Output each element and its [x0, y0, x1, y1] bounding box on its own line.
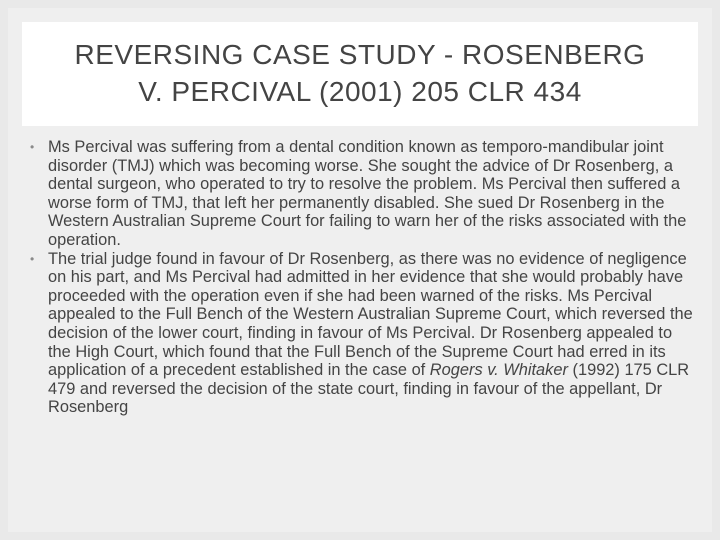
slide-body: [26, 138, 698, 417]
bullet-text-end: (1992) 175 CLR 479 and reversed the decision of the state court, finding in favour of the appellant, Dr Rosenberg: [48, 361, 690, 417]
bullet-text: Ms Percival was suffering from a dental condition known as temporo-mandibular joint disorder (TMJ) which was becoming worse. She sought the advice of Dr Rosenberg, a dental surgeon, who operated to try to resolve the problem. Ms Percival then suffered a worse form of TMJ, that left her permanently disabled. She sued Dr Rosenberg in the Western Australian Supreme Court for failing to warn her of the risks associated with the operation.: [48, 138, 687, 249]
slide-title: [75, 37, 646, 111]
title-line-1: REVERSING CASE STUDY - ROSENBERG: [74, 39, 646, 71]
bullet-marker: •: [30, 140, 35, 154]
slide: [8, 8, 712, 532]
bullet-item: [26, 138, 698, 250]
bullet-marker: •: [30, 251, 35, 266]
bullet-text: The trial judge found in favour of Dr Rosenberg, as there was no evidence of negligence on his part, and Ms Percival had admitted in her evidence that she would probably have proceeded with the operation even if she had been warned of the risks. Ms Percival appealed to the Full Bench of the Western Australian Supreme Court, which reversed the decision of the lower court, finding in favour of Ms Percival. Dr Rosenberg appealed to the High Court, which found that the Full Bench of the Supreme Court had erred in its application of a precedent established in the case of: [48, 249, 693, 380]
bullet-item: [26, 250, 698, 417]
title-box: [22, 22, 698, 126]
title-line-2: V. PERCIVAL (2001) 205 CLR 434: [138, 76, 582, 107]
case-name: Rogers v. Whitaker: [429, 361, 568, 380]
